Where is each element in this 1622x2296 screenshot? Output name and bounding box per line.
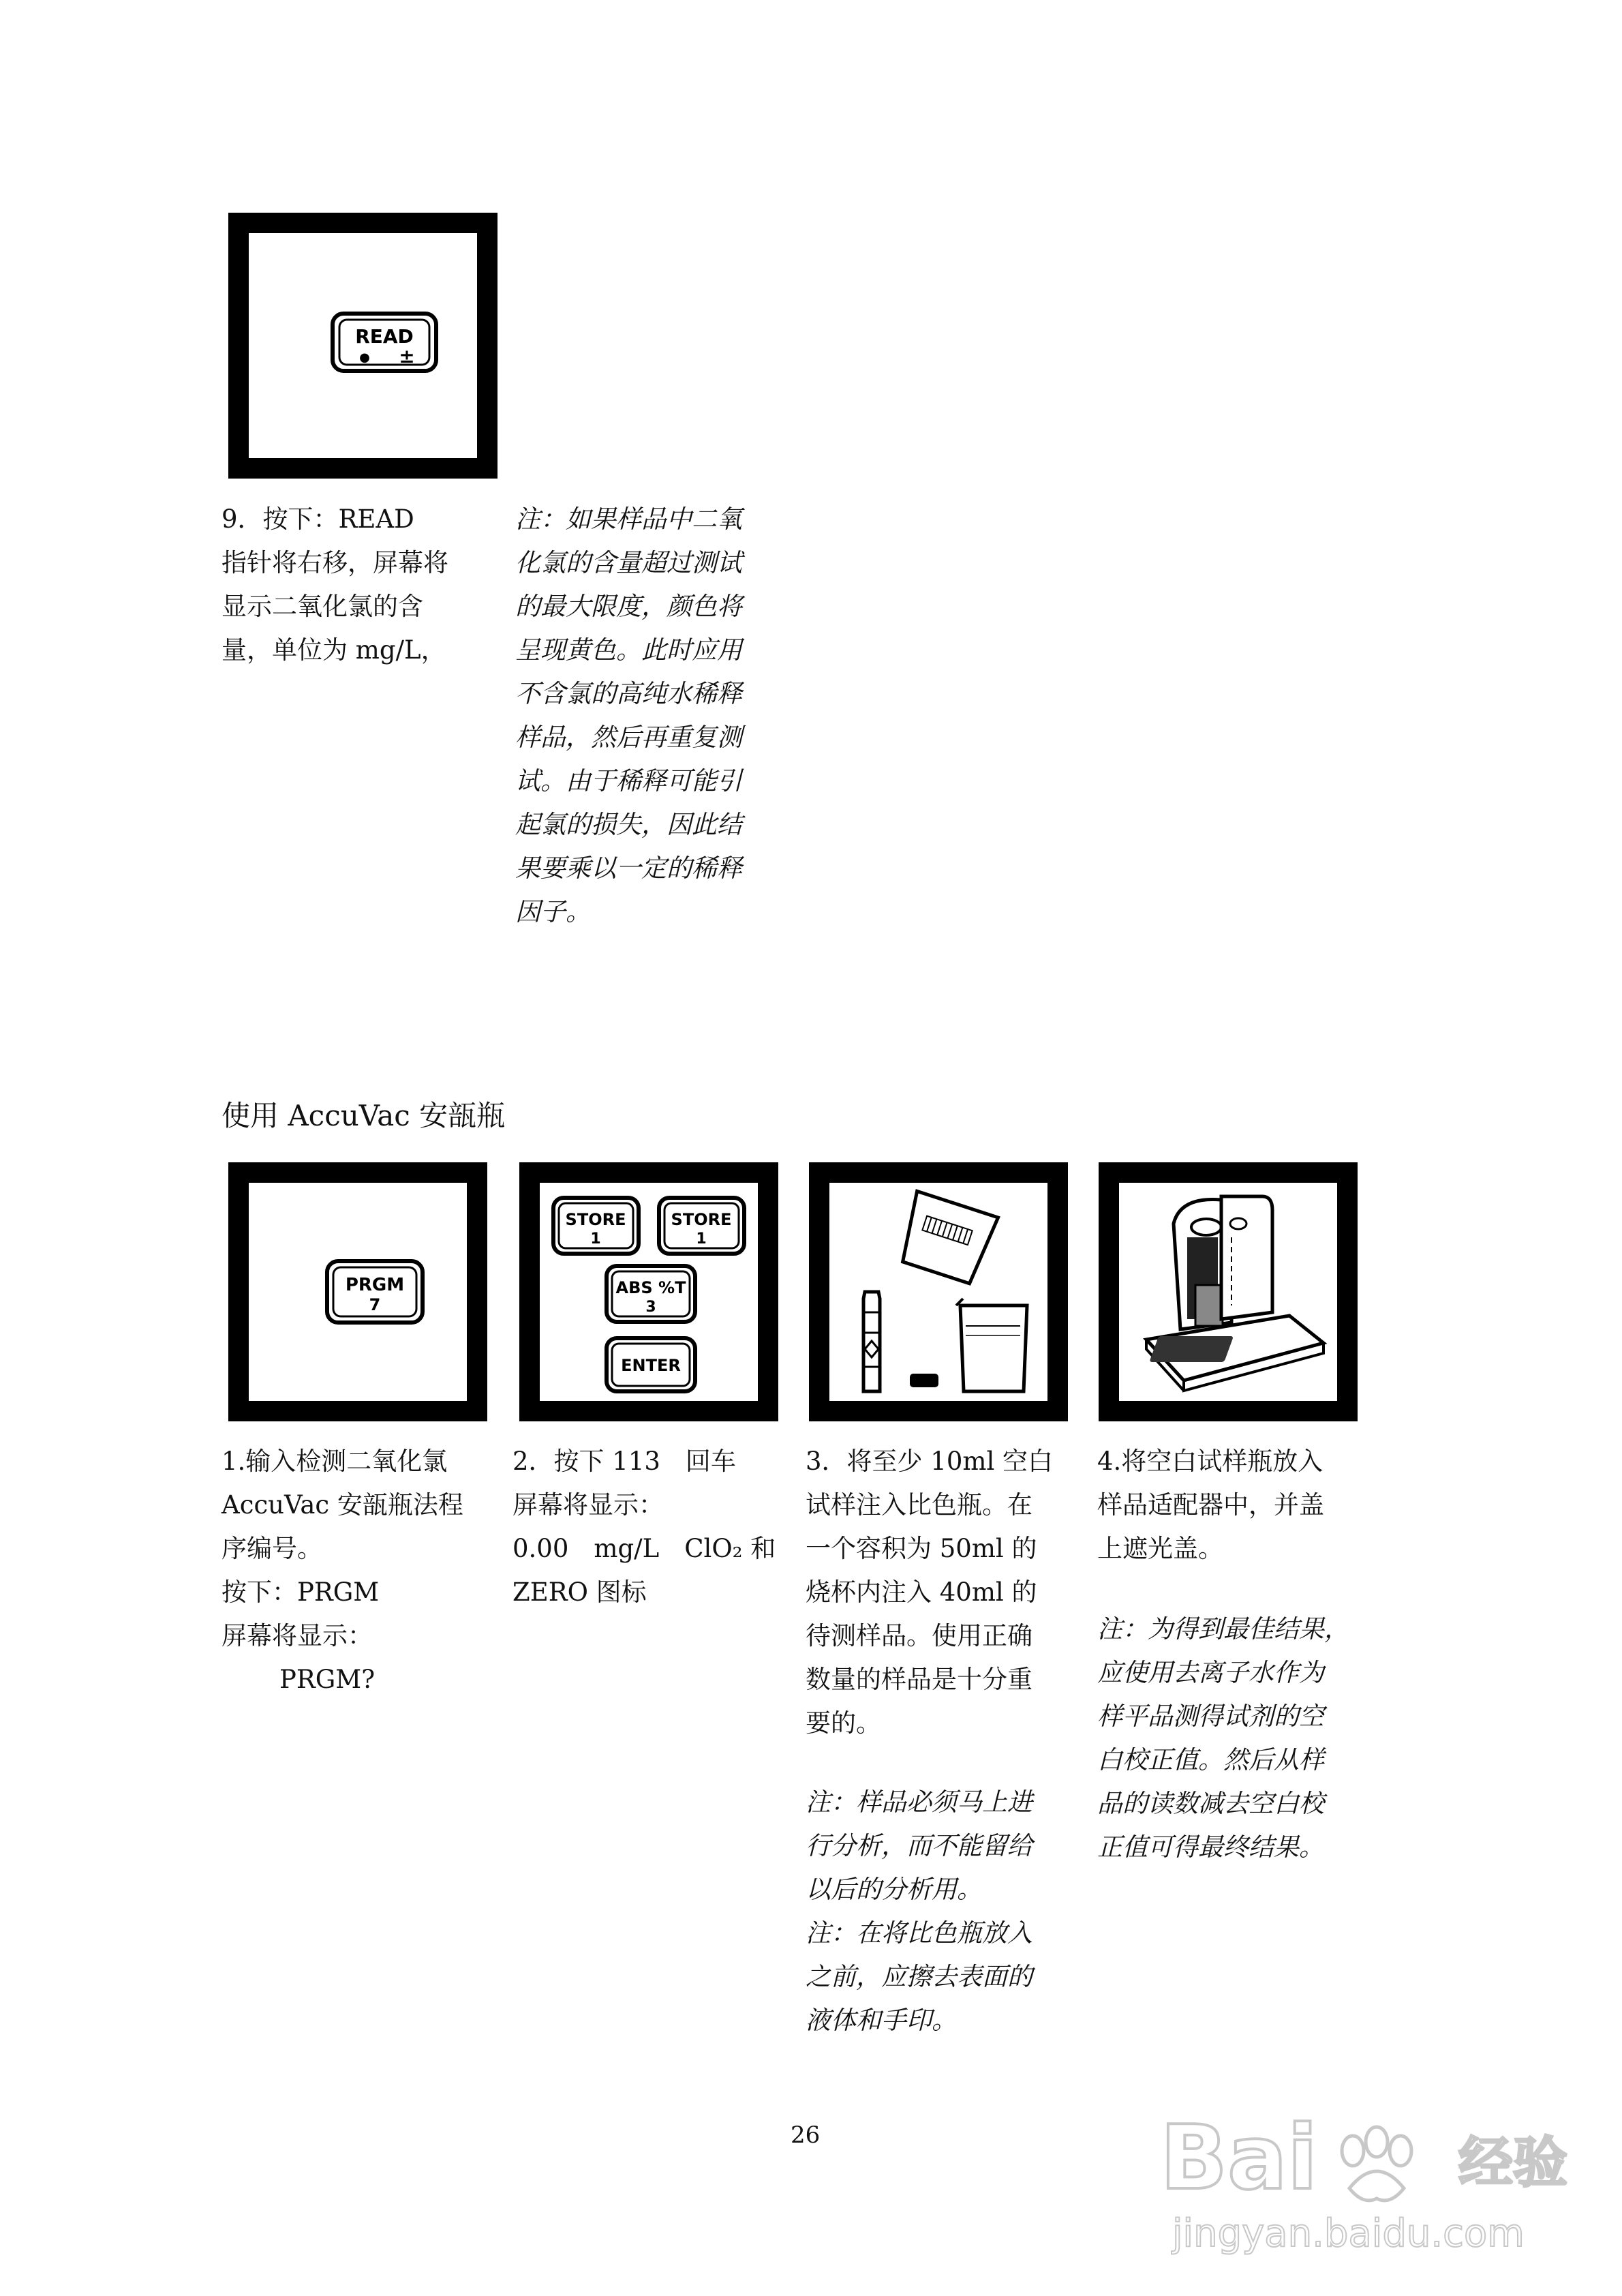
step-9-text: 9．按下：READ 指针将右移，屏幕将 显示二氧化氯的含 量，单位为 mg/L， [221,504,448,665]
keypad-illustration [540,1183,758,1401]
cap-icon [910,1374,938,1387]
read-key-label: READ [355,325,414,348]
step-3-text: 3．将至少 10ml 空白 试样注入比色瓶。在 一个容积为 50ml 的 烧杯内注入 40ml 的 待测样品。使用正确 数量的样品是十分重 要的。 [806,1447,1054,1738]
svg-text:ENTER: ENTER [621,1356,681,1375]
step-9-note: 注：如果样品中二氧 化氯的含量超过测试 的最大限度，颜色将 呈现黄色。此时应用 不含氯的高纯水稀释 样品，然后再重复测 试。由于稀释可能引 起氯的损失，因此结 果要乘以一定的稀释 因子。 [515,504,742,926]
read-key-figure [228,213,498,479]
svg-text:1: 1 [590,1230,601,1248]
cap-shield-icon [1221,1196,1272,1319]
pouring-beaker-icon [895,1191,998,1285]
keypad-icon [1149,1336,1234,1362]
svg-text:jingyan.baidu.com: jingyan.baidu.com [1172,2211,1525,2256]
step-4-text: 4.将空白试样瓶放入 样品适配器中，并盖 上遮光盖。 [1097,1447,1324,1563]
enter-key [607,1338,695,1391]
prgm-key-number: 7 [369,1295,381,1314]
svg-text:STORE: STORE [671,1210,732,1229]
beaker-illustration [829,1183,1047,1401]
svg-text:3: 3 [645,1299,656,1316]
svg-text:Bai: Bai [1160,2106,1318,2209]
abs-key [607,1266,695,1322]
ampule-icon [863,1292,880,1391]
instrument-figure [1099,1162,1358,1421]
svg-text:经验: 经验 [1458,2131,1567,2194]
beaker-icon [956,1299,1027,1391]
step-2-text: 2．按下 113 回车 屏幕将显示： 0.00 mg/L ClO₂ 和 ZERO 图标 [512,1447,776,1607]
plus-minus-icon: ± [399,345,415,367]
store-key-right [659,1198,744,1254]
svg-text:1: 1 [696,1230,707,1248]
svg-text:STORE: STORE [565,1210,626,1229]
prgm-key-label: PRGM [345,1275,405,1295]
prgm-key-figure [228,1162,487,1421]
prgm-key-illustration [249,1183,467,1401]
sample-beaker-figure [809,1162,1068,1421]
instrument-illustration [1119,1183,1337,1401]
svg-text:ABS %T: ABS %T [615,1278,686,1297]
section-title: 使用 AccuVac 安瓿瓶 [221,1099,506,1132]
step-3-notes: 注：样品必须马上进 行分析，而不能留给 以后的分析用。 注：在将比色瓶放入 之前，应擦去表面的 液体和手印。 [806,1787,1032,2035]
read-key-illustration [249,233,477,458]
baidu-watermark [1159,2086,1567,2270]
store-key-left [553,1198,639,1254]
step-4-notes: 注：为得到最佳结果， 应使用去离子水作为 样平品测得试剂的空 白校正值。然后从样 品的读数减去空白校 正值可得最终结果。 [1097,1614,1349,1862]
page-number: 26 [791,2121,821,2149]
keypad-figure [519,1162,778,1421]
baidu-logo [1159,2086,1567,2270]
dot-icon: ● [359,350,370,365]
step-1-text: 1.输入检测二氧化氯 AccuVac 安瓿瓶法程 序编号。 按下：PRGM 屏幕将显示： PRGM? [221,1447,463,1694]
